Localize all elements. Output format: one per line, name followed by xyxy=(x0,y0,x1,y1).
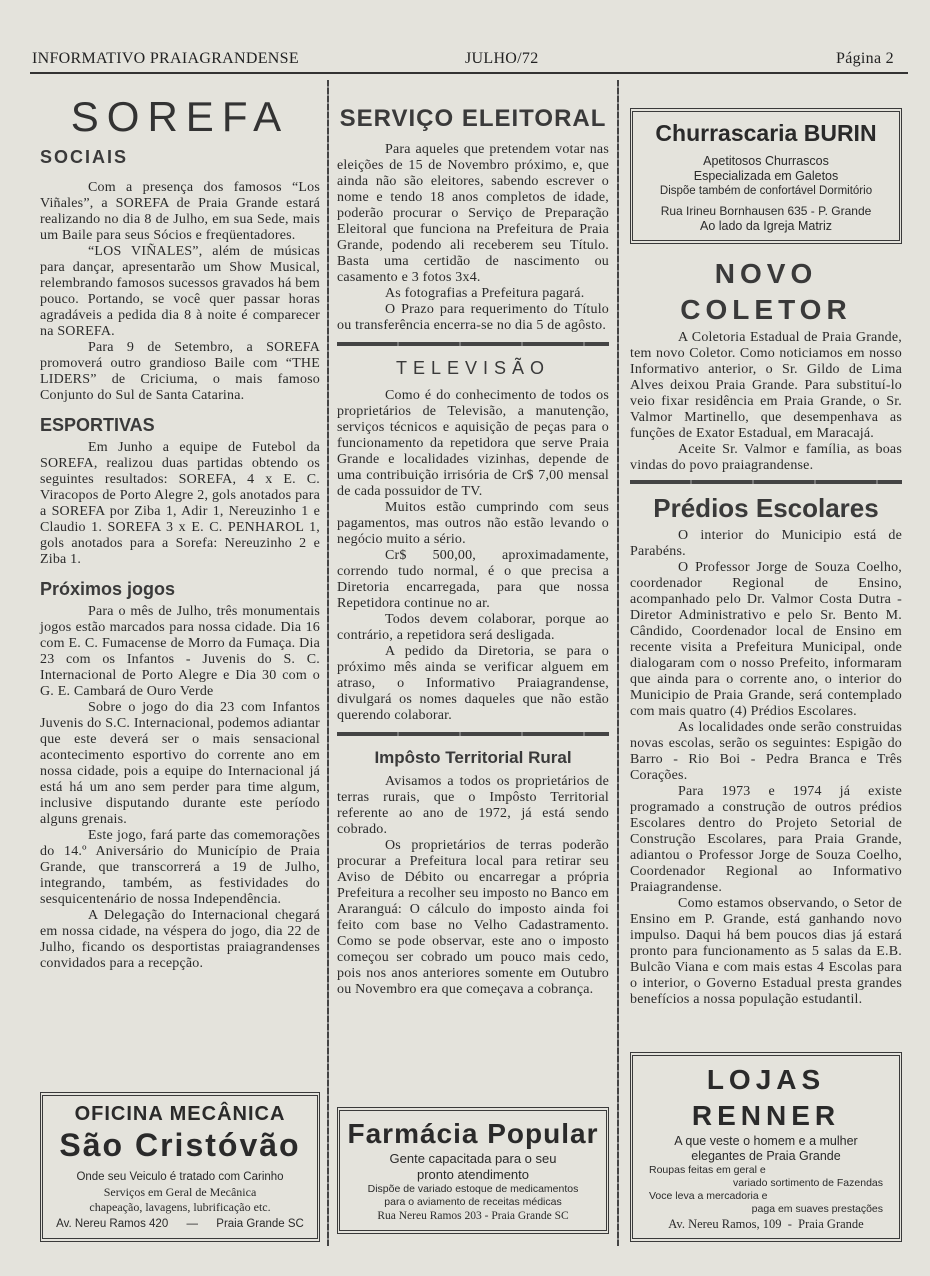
televisao-heading: TELEVISÃO xyxy=(395,358,551,378)
ad-name: LOJAS RENNER xyxy=(691,1064,841,1131)
section-rule xyxy=(337,342,609,346)
paragraph: Avisamos a todos os proprietários de terras rurais, que o Impôsto Territorial referente ao ano de 1972, já está sendo cobrado. xyxy=(337,774,609,837)
sociais-heading: SOCIAIS xyxy=(40,147,129,167)
ad-address: Rua Nereu Ramos 203 - Praia Grande SC xyxy=(377,1210,569,1222)
ad-farmacia-popular xyxy=(337,1107,609,1234)
ad-line: Roupas feitas em geral e xyxy=(649,1164,766,1176)
ad-address: Av. Nereu Ramos, 109 - Praia Grande xyxy=(668,1217,864,1231)
imposto-body xyxy=(337,774,609,998)
ad-line: para o aviamento de receitas médicas xyxy=(384,1196,562,1208)
paragraph: Cr$ 500,00, aproximadamente, correndo tudo normal, é o que precisa a Diretoria encarregada, para que nossa Repetidora continue no ar. xyxy=(337,548,609,611)
ad-name: Farmácia Popular xyxy=(347,1118,599,1149)
paragraph: As localidades onde serão construidas novas escolas, serão os seguintes: Espigão do Barro - Rio Boi - Pedra Branca e Três Corações. xyxy=(630,720,902,783)
paragraph: Todos devem colaborar, porque ao contrário, a repetidora será desligada. xyxy=(337,612,609,643)
ad-dash: — xyxy=(186,1218,198,1230)
ad-line: elegantes de Praia Grande xyxy=(691,1149,841,1163)
paragraph: “LOS VIÑALES”, além de músicas para dançar, apresentarão um Show Musical, relembrando famosos sucessos gravados há bem pouco. Portando, se você quer passar horas agradáveis a pedida dia 8 à noite é comparecer na SOREFA. xyxy=(40,244,320,339)
middle-column xyxy=(337,92,609,1234)
ad-line: Voce leva a mercadoria e xyxy=(649,1190,768,1202)
paragraph: O Prazo para requerimento do Título ou transferência encerra-se no dia 5 de agôsto. xyxy=(337,302,609,333)
section-rule xyxy=(630,480,902,484)
coletor-body xyxy=(630,330,902,474)
paragraph: A pedido da Diretoria, se para o próximo mês ainda se verificar alguem em atraso, o Informativo Praiagrandense, divulgará os nomes daqueles que não estão querendo colaborar. xyxy=(337,644,609,723)
page-number: Página 2 xyxy=(836,50,894,67)
paragraph: O Professor Jorge de Souza Coelho, coordenador Regional de Ensino, acompanhado pelo Dr. Valmor Costa Dutra - Diretor Administrativo e pelo Sr. Bento M. Cândido, Coordenador local de Ensino em recente visita a Prefeitura Municipal, onde dialogaram com o nosso Prefeito, informaram que ainda para o corrente ano, o interior do Municipio de Praia Grande, será contemplado com mais quatro (4) Prédios Escolares. xyxy=(630,560,902,719)
column-rule xyxy=(327,80,329,1246)
ad-address: Rua Irineu Bornhausen 635 - P. Grande xyxy=(660,204,872,218)
ad-tagline: Gente capacitada para o seu xyxy=(389,1151,557,1166)
ad-address-row xyxy=(47,1217,313,1232)
ad-line: Dispõe também de confortável Dormitório xyxy=(659,185,873,197)
section-rule xyxy=(337,732,609,736)
ad-line: Serviços em Geral de Mecânica xyxy=(103,1185,257,1199)
ad-line: Dispõe de variado estoque de medicamentos xyxy=(367,1183,579,1195)
predios-heading: Prédios Escolares xyxy=(653,493,879,523)
ad-city: Praia Grande SC xyxy=(216,1218,304,1230)
ad-address: Av. Nereu Ramos 420 xyxy=(56,1218,169,1230)
ad-line: Apetitosos Churrascos xyxy=(703,154,829,168)
paragraph: Muitos estão cumprindo com seus pagamentos, mas outros não estão levando o negócio muito a sério. xyxy=(337,500,609,547)
paragraph: Para o mês de Julho, três monumentais jogos estão marcados para nossa cidade. Dia 16 com E. C. Fumacense de Morro da Fumaça. Dia 23 com os Infantos - Juvenis do S. C. Internacional de Porto Alegre e Dia 30 com o G. E. Cambará de Ouro Verde xyxy=(40,604,320,699)
ad-line: chapeação, lavagens, lubrificação etc. xyxy=(89,1200,271,1214)
header-rule xyxy=(30,72,908,74)
esportivas-heading: ESPORTIVAS xyxy=(40,415,155,435)
televisao-body xyxy=(337,388,609,724)
issue-date: JULHO/72 xyxy=(465,50,539,67)
ad-line: Ao lado da Igreja Matriz xyxy=(699,219,832,233)
paragraph: Este jogo, fará parte das comemorações do 14.º Aniversário do Município de Praia Grande, que transcorrerá a 19 de Julho, integrando, também, as festividades do sesquicentenário de nossa Independência. xyxy=(40,828,320,907)
paragraph: Sobre o jogo do dia 23 com Infantos Juvenis do S.C. Internacional, podemos adiantar que este deverá ser o mais sensacional acontecimento esportivo do corrente ano em nossa cidade, pois a equipe do Internacional já está há um ano sem perder para time algum, inclusive disputando durante este período alguns grenais. xyxy=(40,700,321,827)
proximos-jogos-heading: Próximos jogos xyxy=(40,579,176,599)
ad-line: A que veste o homem e a mulher xyxy=(674,1134,858,1148)
publication-name: INFORMATIVO PRAIAGRANDENSE xyxy=(32,50,299,67)
ad-line: variado sortimento de Fazendas xyxy=(733,1177,883,1189)
paragraph: Os proprietários de terras poderão procurar a Prefeitura local para retirar seu Aviso de Débito ou encarregar a própria Prefeitura a recolher seu imposto no Banco em Araranguá: O cálculo do imposto ainda foi feito com base no Velho Cadastramento. Como se pode observar, este ano o imposto começou ser cobrado um pouco mais cedo, pois nos anos anteriores somente em Outubro ou Novembro era que começava a cobrança. xyxy=(337,838,609,997)
imposto-heading: Impôsto Territorial Rural xyxy=(374,748,572,767)
ad-oficina-sao-cristovao xyxy=(40,1092,320,1242)
proximos-jogos-body xyxy=(40,604,320,972)
paragraph: Aceite Sr. Valmor e família, as boas vindas do povo praiagrandense. xyxy=(630,442,902,473)
ad-line: OFICINA MECÂNICA xyxy=(74,1103,286,1125)
sorefa-title: SOREFA xyxy=(70,93,290,140)
coletor-heading: NOVO COLETOR xyxy=(680,258,852,325)
sociais-body xyxy=(40,180,320,404)
paragraph: Com a presença dos famosos “Los Viñales”, a SOREFA de Praia Grande estará realizando no dia 8 de Julho, em sua Sede, mais um Baile para seus Sócios e freqüentadores. xyxy=(40,180,320,243)
paragraph: Para 1973 e 1974 já existe programado a construção de outros prédios Escolares dentro do Projeto Setorial de Construção Escolares, para Praia Grande, adiantou o Professor Jorge de Souza Coelho, Coordenador Regional ao Informativo Praiagrandense. xyxy=(630,784,902,895)
right-column xyxy=(630,92,902,1242)
ad-name: São Cristóvão xyxy=(59,1127,301,1163)
ad-churrascaria-burin xyxy=(630,108,902,244)
column-rule xyxy=(617,80,619,1246)
paragraph: As fotografias a Prefeitura pagará. xyxy=(385,286,585,301)
paragraph: Como é do conhecimento de todos os proprietários de Televisão, a manutenção, serviços técnicos e aquisição de peças para o funcionamento da repetidora que serve Praia Grande e localidades vizinhas, depende de uma contribuição irrisória de Cr$ 7,00 mensal de cada possuidor de TV. xyxy=(337,388,609,499)
paragraph: Para aqueles que pretendem votar nas eleições de 15 de Novembro próximo, e, que ainda não são eleitores, sabendo escrever o nome e tendo 18 anos completos de idade, poderão procurar o Serviço de Preparação Eleitoral que funciona na Prefeitura de Praia Grande, podendo ali receberem seu Título. Basta uma certidão de nascimento ou casamento e 3 fotos 3x4. xyxy=(337,142,609,285)
ad-line: paga em suaves prestações xyxy=(751,1203,883,1215)
paragraph: Como estamos observando, o Setor de Ensino em P. Grande, está ganhando novo impulso. Daqui há bem poucos dias já estará pronto para funcionamento as 5 salas da E.B. Bulcão Viana e com mais estas 4 Escolas para o interior, o Governo Estadual presta grandes benefícios a nossa população estudantil. xyxy=(630,896,902,1007)
eleitoral-body xyxy=(337,142,609,334)
ad-name: Churrascaria BURIN xyxy=(655,120,877,146)
esportivas-body xyxy=(40,440,320,568)
paragraph: O interior do Municipio está de Parabéns. xyxy=(630,528,902,559)
paragraph: A Delegação do Internacional chegará em nossa cidade, na véspera do jogo, dia 22 de Julho, ficando os desportistas praiagrandenses convidados para a recepção. xyxy=(40,908,320,971)
paragraph: Para 9 de Setembro, a SOREFA promoverá outro grandioso Baile com “THE LIDERS” de Criciuma, o mais famoso Conjunto do Sul de Santa Catarina. xyxy=(40,340,320,403)
predios-body xyxy=(630,528,902,1008)
paragraph: Em Junho a equipe de Futebol da SOREFA, realizou duas partidas obtendo os seguintes resultados: SOREFA, 4 x E. C. Viracopos de Porto Alegre 2, gols anotados para a SOREFA por Ziba 1, Adir 1, Nereuzinho 1 e Claudio 1. SOREFA 3 x E. C. PENHAROL 1, gols anotados para a Sorefa: Nereuzinho 2 e Ziba 1. xyxy=(40,440,320,567)
ad-lojas-renner xyxy=(630,1052,902,1242)
left-column xyxy=(40,92,320,1242)
ad-tagline: Onde seu Veiculo é tratado com Carinho xyxy=(76,1171,284,1183)
eleitoral-heading: SERVIÇO ELEITORAL xyxy=(339,105,607,132)
paragraph: A Coletoria Estadual de Praia Grande, tem novo Coletor. Como noticiamos em nosso Informativo anterior, o Sr. Gildo de Lima Alves deixou Praia Grande. Para substituí-lo veio fixar residência em Praia Grande, o Sr. Valmor Martinello, que desempenhava as funções de Exator Estadual, em Maracajá. xyxy=(630,330,902,441)
ad-line: Especializada em Galetos xyxy=(693,169,839,183)
ad-tagline: pronto atendimento xyxy=(416,1167,530,1182)
